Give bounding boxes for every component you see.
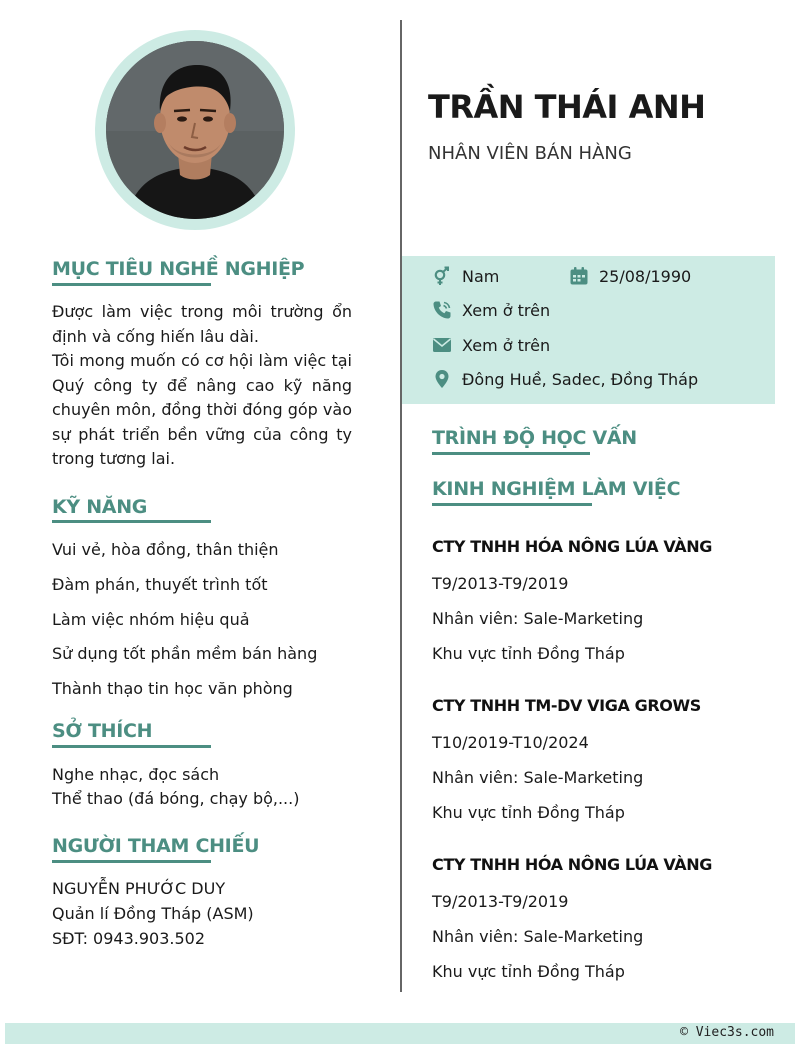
- experience-area: Khu vực tỉnh Đồng Tháp: [432, 962, 625, 981]
- avatar: [106, 41, 284, 219]
- experience-period: T9/2013-T9/2019: [432, 574, 569, 593]
- reference-role: Quản lí Đồng Tháp (ASM): [52, 904, 254, 923]
- avatar-illustration: [106, 41, 284, 219]
- hobby-item: Thể thao (đá bóng, chạy bộ,...): [52, 789, 300, 808]
- education-title-underline: [432, 452, 590, 455]
- objective-paragraph-1: Được làm việc trong môi trường ổn định và cống hiến lâu dài.: [52, 302, 352, 346]
- candidate-name: TRẦN THÁI ANH: [428, 88, 706, 126]
- experience-company: CTY TNHH HÓA NÔNG LÚA VÀNG: [432, 855, 712, 874]
- skill-item: Sử dụng tốt phần mềm bán hàng: [52, 644, 318, 663]
- experience-position: Nhân viên: Sale-Marketing: [432, 927, 644, 946]
- skills-title-underline: [52, 520, 211, 523]
- references-title-underline: [52, 860, 211, 863]
- calendar-icon: [569, 266, 589, 286]
- skill-item: Vui vẻ, hòa đồng, thân thiện: [52, 540, 279, 559]
- experience-company: CTY TNHH HÓA NÔNG LÚA VÀNG: [432, 537, 712, 556]
- experience-title: KINH NGHIỆM LÀM VIỆC: [432, 478, 681, 500]
- footer-credit: © Viec3s.com: [680, 1025, 774, 1040]
- hobby-item: Nghe nhạc, đọc sách: [52, 765, 220, 784]
- experience-period: T9/2013-T9/2019: [432, 892, 569, 911]
- reference-phone: SĐT: 0943.903.502: [52, 929, 206, 948]
- objective-title: MỤC TIÊU NGHỀ NGHIỆP: [52, 258, 305, 280]
- candidate-job-title: NHÂN VIÊN BÁN HÀNG: [428, 143, 632, 164]
- education-title: TRÌNH ĐỘ HỌC VẤN: [432, 427, 637, 449]
- objective-paragraph-2: Tôi mong muốn có cơ hội làm việc tại Quý công ty để nâng cao kỹ năng chuyên môn, đồng thời đóng góp vào sự phát triển bền vững của công ty trong tương lai.: [52, 351, 352, 469]
- experience-position: Nhân viên: Sale-Marketing: [432, 768, 644, 787]
- objective-title-underline: [52, 283, 211, 286]
- experience-period: T10/2019-T10/2024: [432, 733, 589, 752]
- footer-bar: [5, 1023, 795, 1044]
- address-value: Đông Huề, Sadec, Đồng Tháp: [462, 370, 699, 389]
- skills-title: KỸ NĂNG: [52, 496, 148, 518]
- column-divider: [400, 20, 402, 992]
- phone-value: Xem ở trên: [462, 301, 551, 320]
- experience-title-underline: [432, 503, 592, 506]
- hobbies-title: SỞ THÍCH: [52, 720, 153, 742]
- experience-area: Khu vực tỉnh Đồng Tháp: [432, 644, 625, 663]
- gender-icon: [432, 266, 452, 286]
- experience-area: Khu vực tỉnh Đồng Tháp: [432, 803, 625, 822]
- skill-item: Làm việc nhóm hiệu quả: [52, 610, 250, 629]
- envelope-icon: [432, 335, 452, 355]
- email-value: Xem ở trên: [462, 336, 551, 355]
- references-title: NGƯỜI THAM CHIẾU: [52, 835, 260, 857]
- skill-item: Thành thạo tin học văn phòng: [52, 679, 293, 698]
- gender-value: Nam: [462, 267, 500, 286]
- phone-icon: [432, 300, 452, 320]
- birthdate-value: 25/08/1990: [599, 267, 692, 286]
- hobbies-title-underline: [52, 745, 211, 748]
- map-pin-icon: [432, 369, 452, 389]
- skill-item: Đàm phán, thuyết trình tốt: [52, 575, 268, 594]
- reference-name: NGUYỄN PHƯỚC DUY: [52, 879, 226, 898]
- experience-company: CTY TNHH TM-DV VIGA GROWS: [432, 696, 701, 715]
- experience-position: Nhân viên: Sale-Marketing: [432, 609, 644, 628]
